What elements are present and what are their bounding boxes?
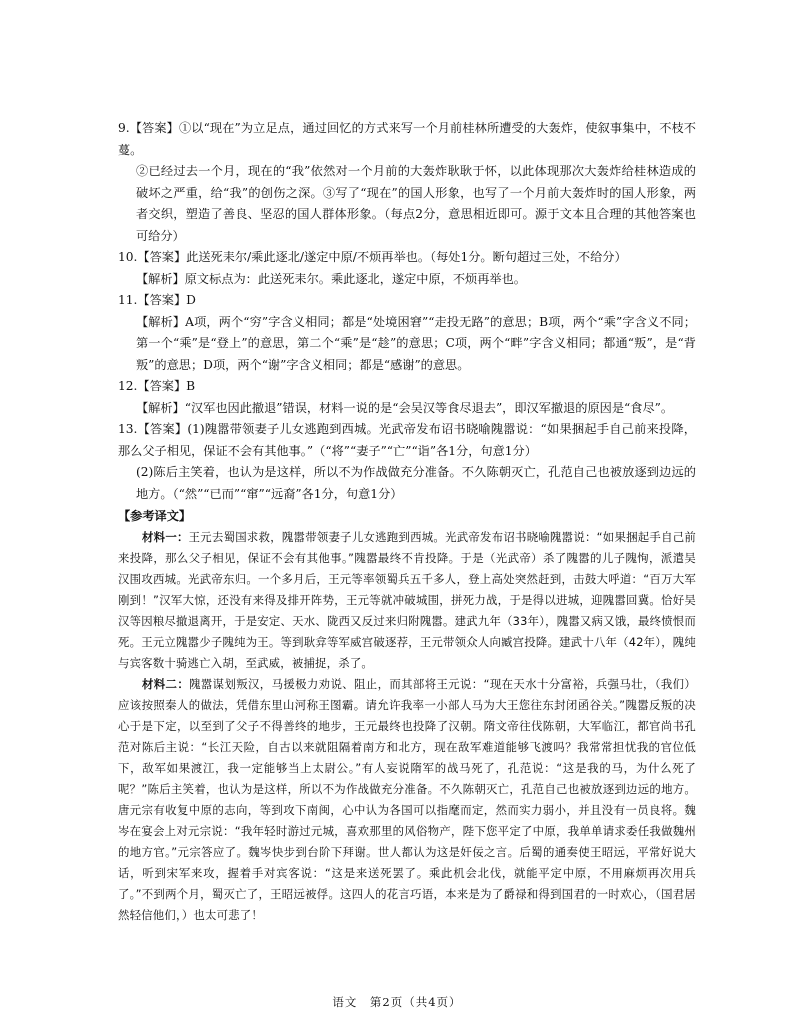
material-one-label: 材料一： [142, 530, 189, 544]
q13-answer-part1: 13.【答案】(1)隗嚣带领妻子儿女逃跑到西城。光武帝发布诏书晓喻隗嚣说：“如果捆起手自己前来投降，那么父子相见，保证不会有其他事。”（“将”“妻子”“亡”“诣”各1分，句意1分） [118, 422, 696, 458]
q9-answer-line1: 9.【答案】①以“现在”为立足点，通过回忆的方式来写一个月前桂林所遭受的大轰炸，使叙事集中，不枝不蔓。 [118, 121, 696, 157]
q12-analysis: 【解析】“汉军也因此撤退”错误，材料一说的是“会吴汉等食尽退去”，即汉军撤退的原因是“食尽”。 [136, 400, 674, 415]
material-two-text: 隗嚣谋划叛汉，马援极力劝说、阻止，而其部将王元说：“现在天水十分富裕，兵强马壮，（我们）应该按照秦人的做法，凭借东里山河称王图霸。请允许我率一小部人马为大王您往东封闭函谷关。”隗嚣反叛的决心于是下定，以至到了父子不得善终的地步，王元最终也投降了汉朝。隋文帝往伐陈朝，大军临江，都官尚书孔范对陈后主说：“长江天险，自古以来就阻隔着南方和北方，现在敌军难道能够飞渡吗？我常常担忧我的官位低下，敌军如果渡江，我一定能够当上太尉公。”有人妄说隋军的战马死了，孔范说：“这是我的马，为什么死了呢？”陈后主笑着，也认为是这样，所以不为作战做充分准备。不久陈朝灭亡，孔范自己也被放逐到边远的地方。唐元宗有收复中原的志向，等到攻下南闽，心中认为各国可以指麾而定，然而实力弱小，并且没有一员良将。魏岑在宴会上对元宗说：“我年轻时游过元城，喜欢那里的风俗物产，陛下您平定了中原，我单单请求委任我做魏州的地方官。”元宗答应了。魏岑快步到台阶下拜谢。世人都认为这是奸佞之言。后蜀的通奏使王昭远，平常好说大话，听到宋军来攻，握着手对宾客说：“这是来送死罢了。乘此机会北伐，就能平定中原，不用麻烦再次用兵了。”不到两个月，蜀灭亡了，王昭远被俘。这四人的花言巧语，本来是为了爵禄和得到国君的一时欢心，（国君居然轻信他们，）也太可悲了！ [118, 677, 696, 922]
q11-analysis: 【解析】A项，两个“穷”字含义相同；都是“处境困窘”“走投无路”的意思；B项，两个“乘”字含义不同；第一个“乘”是“登上”的意思，第二个“乘”是“趁”的意思；C项，两个“畔”字含义相同；都通“叛”，是“背叛”的意思；D项，两个“谢”字含义相同；都是“感谢”的意思。 [136, 314, 696, 372]
material-one-text: 王元去蜀国求救，隗嚣带领妻子儿女逃跑到西城。光武帝发布诏书晓喻隗嚣说：“如果捆起手自己前来投降，那么父子相见，保证不会有其他事。”隗嚣最终不肯投降。于是（光武帝）杀了隗嚣的儿子隗恂，派遣吴汉围攻西城。光武帝东归。一个多月后，王元等率领蜀兵五千多人，登上高处突然赶到，击鼓大呼道：“百万大军刚到！”汉军大惊，还没有来得及排开阵势，王元等就冲破城围，拼死力战，于是得以进城，迎隗嚣回冀。恰好吴汉等因粮尽撤退离开，于是安定、天水、陇西又反过来归附隗嚣。建武九年（33年），隗嚣又病又饿，最终愤恨而死。王元立隗嚣少子隗纯为王。等到耿弇等军威宫破逐荐，王元带领众人向臧宫投降。建武十八年（42年），隗纯与宾客数十骑逃亡入胡，至武威，被捕捉，杀了。 [118, 530, 696, 670]
q11-answer: 11.【答案】D [118, 293, 196, 307]
q12-answer: 12.【答案】B [118, 379, 196, 393]
page-footer: 语文 第2页（共4页） [332, 995, 462, 1009]
material-two-paragraph [118, 674, 696, 926]
q13-answer-part2: (2)陈后主笑着，也认为是这样，所以不为作战做充分准备。不久陈朝灭亡，孔范自己也被放逐到边远的地方。（“然”“已而”“窜”“远裔”各1分，句意1分） [136, 465, 696, 501]
q10-answer: 10.【答案】此送死耒尔/乘此逐北/遂定中原/不烦再举也。（每处1分。断句超过三处，不给分） [118, 250, 627, 264]
material-two-label: 材料二： [142, 677, 190, 691]
q10-analysis: 【解析】原文标点为：此送死耒尔。乘此逐北，遂定中原，不烦再举也。 [136, 271, 526, 286]
material-one-paragraph [118, 527, 696, 674]
reference-translation-heading: 【参考译文】 [118, 509, 192, 523]
q9-answer-continued: ②已经过去一个月，现在的“我”依然对一个月前的大轰炸耿耿于怀，以此体现那次大轰炸给桂林造成的破坏之严重，给“我”的创伤之深。③写了“现在”的国人形象，也写了一个月前大轰炸时的国人形象，两者交织，塑造了善良、坚忍的国人群体形象。（每点2分，意思相近即可。源于文本且合理的其他答案也可给分） [136, 164, 696, 243]
